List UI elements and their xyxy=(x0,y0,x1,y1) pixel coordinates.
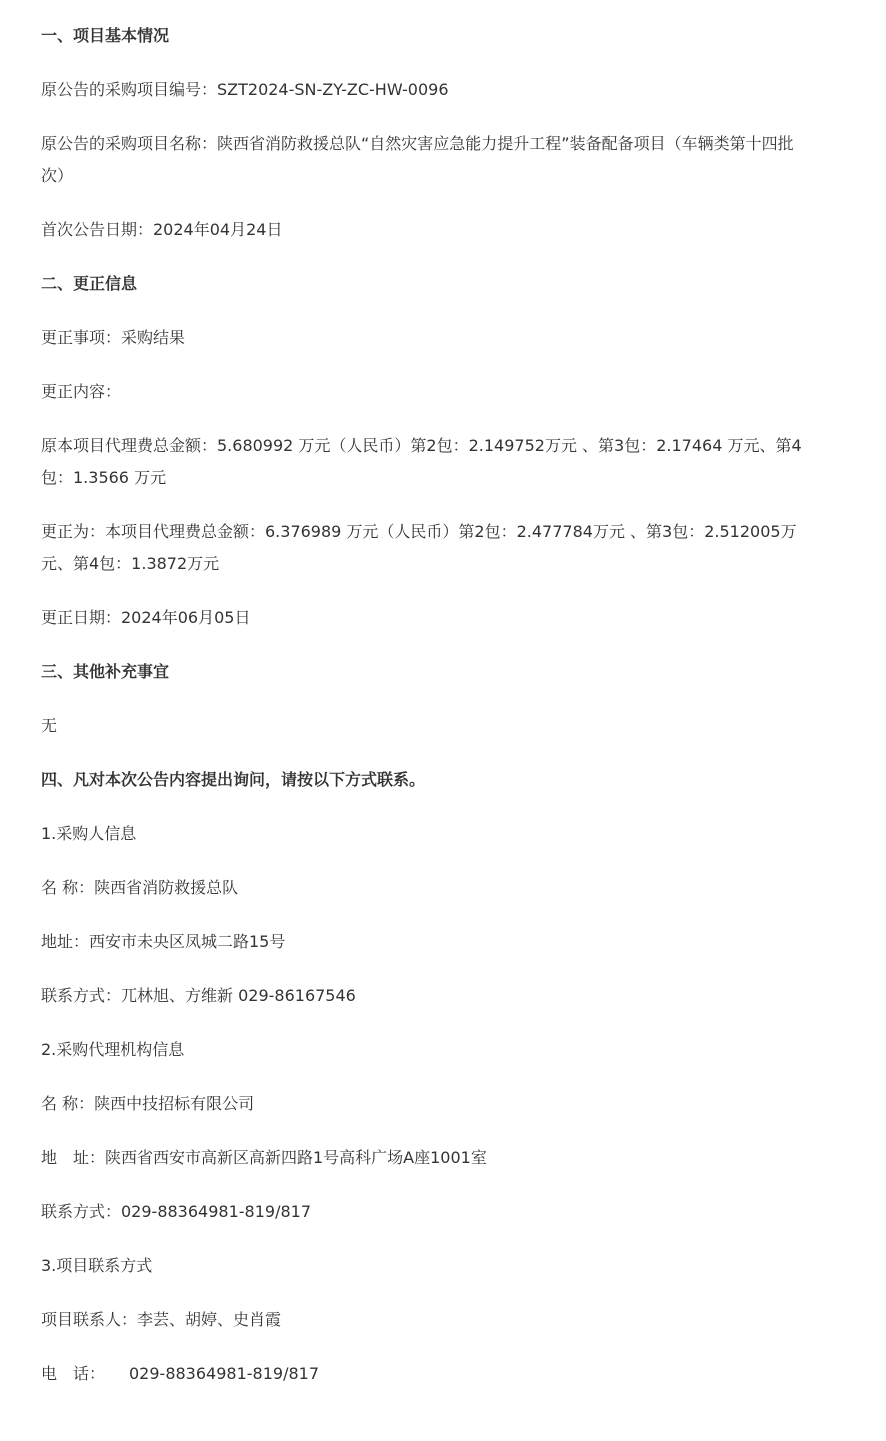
project-contact-title: 3.项目联系方式 xyxy=(41,1256,153,1275)
corrected-fee-text: 更正为：本项目代理费总金额：6.376989 万元（人民币）第2包：2.477784万元 、第3包：2.512005万元、第4包：1.3872万元 xyxy=(41,522,797,573)
agency-info-title: 2.采购代理机构信息 xyxy=(41,1040,185,1059)
project-name: 原公告的采购项目名称：陕西省消防救援总队“自然灾害应急能力提升工程”装备配备项目（车辆类第十四批次） xyxy=(41,134,794,185)
original-fee-text: 原本项目代理费总金额：5.680992 万元（人民币）第2包：2.149752万元 、第3包：2.17464 万元、第4包：1.3566 万元 xyxy=(41,436,802,487)
correction-content-label: 更正内容： xyxy=(41,382,122,401)
project-contact-people: 项目联系人：李芸、胡婷、史肖霞 xyxy=(41,1310,282,1329)
agency-contact: 联系方式：029-88364981-819/817 xyxy=(41,1202,311,1221)
first-announcement-date: 首次公告日期：2024年04月24日 xyxy=(41,220,283,239)
section-heading-contact: 四、凡对本次公告内容提出询问，请按以下方式联系。 xyxy=(41,770,426,789)
purchaser-address: 地址：西安市未央区凤城二路15号 xyxy=(41,932,286,951)
project-contact-phone: 电 话： 029-88364981-819/817 xyxy=(41,1364,319,1383)
purchaser-name: 名 称：陕西省消防救援总队 xyxy=(41,878,239,897)
agency-name: 名 称：陕西中技招标有限公司 xyxy=(41,1094,255,1113)
purchaser-contact: 联系方式：兀林旭、方维新 029-86167546 xyxy=(41,986,356,1005)
correction-date: 更正日期：2024年06月05日 xyxy=(41,608,251,627)
purchaser-info-title: 1.采购人信息 xyxy=(41,824,137,843)
section-heading-basic-info: 一、项目基本情况 xyxy=(41,26,170,45)
project-number: 原公告的采购项目编号：SZT2024-SN-ZY-ZC-HW-0096 xyxy=(41,80,449,99)
other-matters-content: 无 xyxy=(41,716,58,735)
section-heading-other-matters: 三、其他补充事宜 xyxy=(41,662,170,681)
correction-item: 更正事项：采购结果 xyxy=(41,328,186,347)
agency-address: 地 址：陕西省西安市高新区高新四路1号高科广场A座1001室 xyxy=(41,1148,487,1167)
section-heading-correction-info: 二、更正信息 xyxy=(41,274,138,293)
